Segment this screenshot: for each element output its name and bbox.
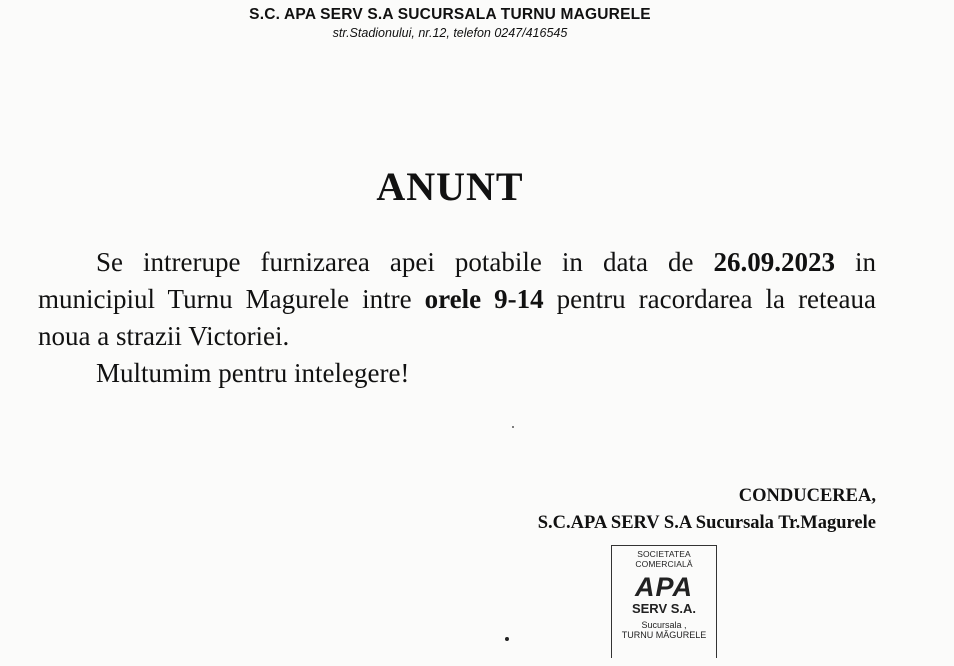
company-stamp <box>611 545 717 658</box>
stamp-logo: APA <box>634 572 693 602</box>
document-header <box>0 6 900 40</box>
stamp-branch: Sucursala , <box>641 620 687 630</box>
notice-date: 26.09.2023 <box>713 247 835 277</box>
notice-text-2: in municipiul Turnu Magurele intre <box>38 247 876 314</box>
notice-text-1: Se intrerupe furnizarea apei potabile in data de <box>96 247 714 277</box>
signature-line-2: S.C.APA SERV S.A Sucursala Tr.Magurele <box>537 513 876 533</box>
notice-paragraph <box>38 244 876 355</box>
company-address: str.Stadionului, nr.12, telefon 0247/416545 <box>332 26 568 40</box>
notice-text-3: pentru racordarea la reteaua noua a strazii Victoriei. <box>38 284 876 351</box>
stamp-city: TURNU MĂGURELE <box>621 630 707 640</box>
ink-speck <box>512 426 514 428</box>
signature-block <box>538 483 876 537</box>
signature-line-1: CONDUCEREA, <box>738 486 876 506</box>
notice-thanks: Multumim pentru intelegere! <box>96 358 410 388</box>
notice-body <box>38 244 876 392</box>
notice-hours: orele 9-14 <box>424 284 544 314</box>
stamp-top-text: SOCIETATEA COMERCIALĂ <box>635 549 693 569</box>
company-name: S.C. APA SERV S.A SUCURSALA TURNU MAGURELE <box>249 6 651 23</box>
ink-dot <box>505 637 509 641</box>
notice-title: ANUNT <box>376 164 524 209</box>
stamp-name: SERV S.A. <box>631 601 697 616</box>
